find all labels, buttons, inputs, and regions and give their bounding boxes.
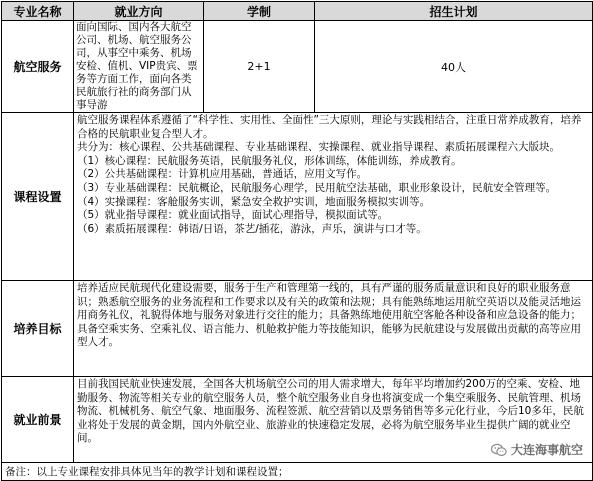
major-name: 航空服务 [2,21,74,113]
curriculum-line: 共分为：核心课程、公共基础课程、专业基础课程、实操课程、就业指导课程、素质拓展课程六大版块。 [77,141,560,154]
curriculum-line: 航空服务课程体系遵循了“科学性、实用性、全面性”三大原则，理论与实践相结合，注重日常养成教育，培养合格的民航职业复合型人才。 [77,114,582,140]
objectives-paragraph: 培养适应民航现代化建设需要，服务于生产和管理第一线的，具有严谨的服务质量意识和良好的职业服务意识；熟悉航空服务的业务流程和工作要求以及有关的政策和法规；具有能熟练地运用航空英语以及能灵活地运用商务礼仪，礼貌得体地与服务对象进行交往的能力；具备熟练地使用航空客舱各种设备和应急设备的能力；具备空乘实务、空乘礼仪、语言能力、机舱救护能力等技能知识，能够为民航建设与发展做出贡献的高等应用型人才。 [77,282,581,349]
curriculum-line: （1）核心课程：民航服务英语，民航服务礼仪，形体训练，体能训练，养成教育。 [77,154,462,167]
prospects-paragraph: 目前我国民航业快速发展，全国各大机场航空公司的用人需求增大，每年平均增加约200万的空乘、安检、地勤服务、物流等相关专业的航空服务人员，整个航空服务业自身也将演变成一个集空乘服务、民航管理、机场物流、机械机务、航空气象、地面服务、流程签派、航空营销以及票务销售等多元化行业，今后10多年，民航业将处于发展的黄金期，国内外航空业、旅游业的快速稳定发展，必将为航空服务毕业生提供广阔的就业空间。 [77,378,584,445]
curriculum-line: （6）素质拓展课程：韩语/日语，茶艺/插花，游泳，声乐，演讲与口才等。 [77,222,427,235]
section-row-objectives [2,281,593,377]
header-years: 学制 [204,2,315,21]
watermark-text: 大连海事航空 [510,443,583,457]
wechat-icon [491,443,507,457]
note-row [2,463,593,481]
curriculum-line: （3）专业基础课程：民航概论，民航服务心理学，民用航空法基础，职业形象设计，民航安全管理等。 [77,181,557,194]
header-plan: 招生计划 [315,2,593,21]
objectives-text [74,281,593,377]
employment-direction: 面向国际、国内各大航空公司、机场、航空服务公司，从事空中乘务、机场安检、值机、VIP贵宾、票务等方面工作，面向各类民航旅行社的商务部门从事导游 [74,21,204,113]
header-major: 专业名称 [2,2,74,21]
curriculum-line: （5）就业指导课程：就业面试指导，面试心理指导，模拟面试等。 [77,209,389,222]
watermark [491,441,583,458]
curriculum-text [74,113,593,281]
major-row [2,21,593,113]
section-label: 培养目标 [2,281,74,377]
study-years: 2+1 [204,21,315,113]
header-row [2,2,593,21]
section-label: 就业前景 [2,377,74,463]
curriculum-line: （4）实操课程：客舱服务实训，紧急安全救护实训，地面服务模拟实训等。 [77,195,431,208]
header-direction: 就业方向 [74,2,204,21]
section-row-curriculum [2,113,593,281]
program-table [1,1,593,481]
curriculum-line: （2）公共基础课程：计算机应用基础，普通话，应用文写作。 [77,168,368,181]
footnote: 备注：以上专业课程安排具体见当年的教学计划和课程设置； [2,463,593,481]
enrollment-plan: 40人 [315,21,593,113]
section-label: 课程设置 [2,113,74,281]
